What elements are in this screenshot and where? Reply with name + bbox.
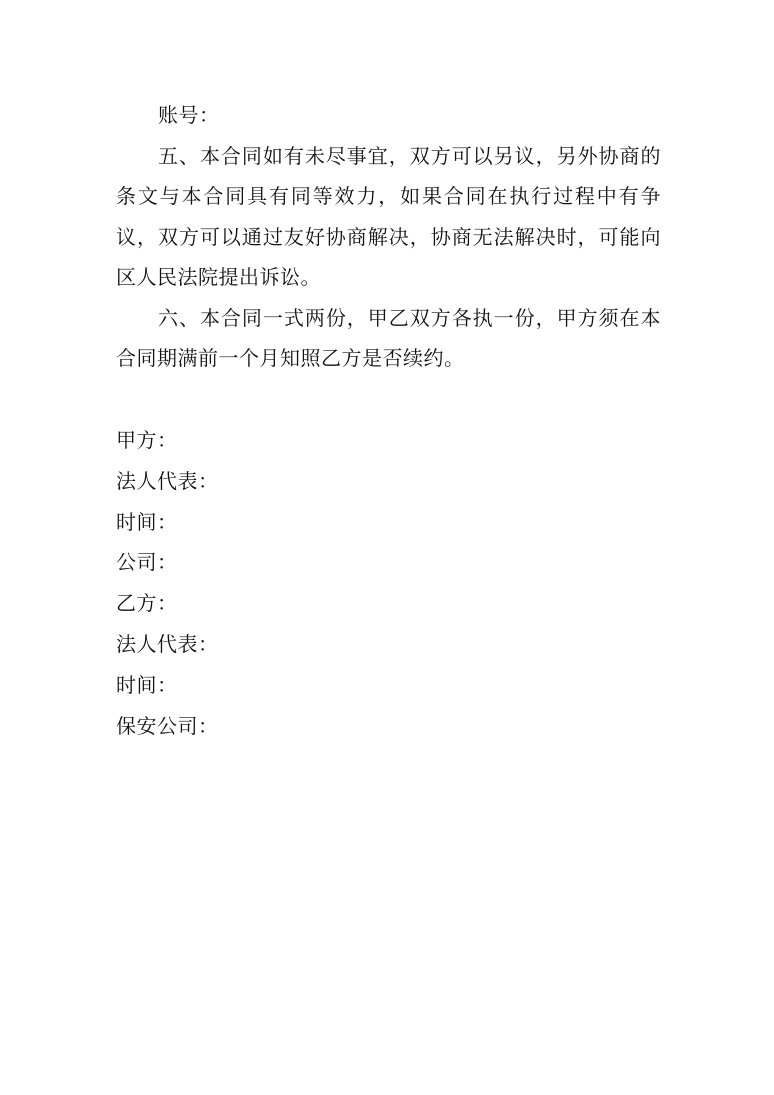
contract-body xyxy=(116,95,661,379)
clause-six: 六、本合同一式两份，甲乙双方各执一份，甲方须在本合同期满前一个月知照乙方是否续约。 xyxy=(116,305,661,370)
party-b-legal-rep-label: 法人代表： xyxy=(116,631,219,656)
clause-five: 五、本合同如有未尽事宜，双方可以另议，另外协商的条文与本合同具有同等效力，如果合同在执行过程中有争议，双方可以通过友好协商解决，协商无法解决时，可能向区人民法院提出诉讼。 xyxy=(116,143,661,289)
signature-block xyxy=(116,420,661,746)
party-a-time-label: 时间： xyxy=(116,509,178,534)
party-a-legal-rep-label: 法人代表： xyxy=(116,468,219,493)
party-b-company-label: 保安公司： xyxy=(116,713,219,738)
party-b-time-label: 时间： xyxy=(116,672,178,697)
account-line: 账号： xyxy=(158,103,220,127)
party-a-label: 甲方： xyxy=(116,428,178,452)
party-a-company-label: 公司： xyxy=(116,550,178,575)
party-b-label: 乙方： xyxy=(116,591,178,616)
